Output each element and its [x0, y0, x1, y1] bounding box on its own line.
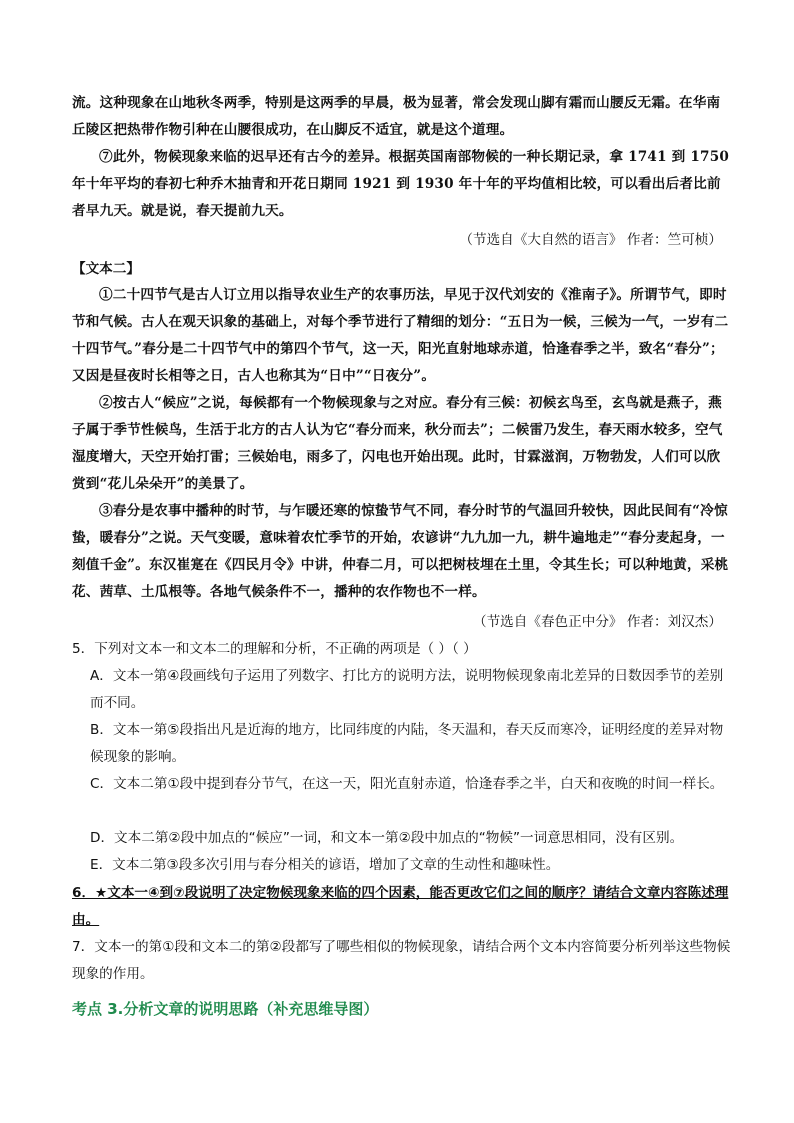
text2-paragraph-2: ②按古人“候应”之说，每候都有一个物候现象与之对应。春分有三候：初候玄鸟至，玄鸟就是燕子，燕子属于季节性候鸟，生活于北方的古人认为它“春分而来，秋分而去”；二候雷乃发生，春天雨水较多，空气湿度增大，天空开始打雷；三候始电，雨多了，闪电也开始出现。此时，甘霖滋润，万物勃发，人们可以欣赏到“花儿朵朵开”的美景了。: [72, 395, 723, 492]
text2-paragraph-1: ①二十四节气是古人订立用以指导农业生产的农事历法，早见于汉代刘安的《淮南子》。所谓节气，即时节和气候。古人在观天识象的基础上，对每个季节进行了精细的划分：“五日为一候，三候为一气，一岁有二十四节气。”春分是二十四节气中的第四个节气，这一天，阳光直射地球赤道，恰逢春季之半，致名“春分”；又因是昼夜时长相等之日，古人也称其为“日中”“日夜分”。: [72, 287, 729, 384]
text2-source: （节选自《春色正中分》 作者：刘汉杰）: [472, 614, 722, 630]
question-5-option-a: A．文本一第④段画线句子运用了列数字、打比方的说明方法，说明物候现象南北差异的日数因季节的差别而不同。: [90, 668, 724, 711]
text1-paragraph-7: ⑦此外，物候现象来临的迟早还有古今的差异。根据英国南部物候的一种长期记录，拿 1741 到 1750 年十年平均的春初七种乔木抽青和开花日期同 1921 到 1930 年十年的平均值相比较，可以看出后者比前者早九天。就是说，春天提前九天。: [72, 149, 730, 219]
text2-title: 【文本二】: [72, 261, 140, 277]
question-5-option-b: B．文本一第⑤段指出凡是近海的地方，比同纬度的内陆，冬天温和，春天反而寒冷，证明经度的差异对物候现象的影响。: [90, 722, 724, 765]
question-7: 7．文本一的第①段和文本二的第②段都写了哪些相似的物候现象，请结合两个文本内容简要分析列举这些物候现象的作用。: [72, 939, 731, 982]
text2-paragraph-3: ③春分是农事中播种的时节，与乍暖还寒的惊蛰节气不同，春分时节的气温回升较快，因此民间有“冷惊蛰，暖春分”之说。天气变暖，意味着农忙季节的开始，农谚讲“九九加一九，耕牛遍地走”“春分麦起身，一刻值千金”。东汉崔寔在《四民月令》中讲，仲春二月，可以把树枝埋在土里，令其生长；可以种地黄，采桃花、茜草、土瓜根等。各地气候条件不一，播种的农作物也不一样。: [72, 503, 729, 600]
question-5-option-c: C．文本二第①段中提到春分节气，在这一天，阳光直射赤道，恰逢春季之半，白天和夜晚的时间一样长。: [90, 776, 724, 792]
question-6: 6．★文本一④到⑦段说明了决定物候现象来临的四个因素，能否更改它们之间的顺序？请结合文章内容陈述理由。: [72, 885, 729, 928]
question-5-option-d: D．文本二第②段中加点的“候应”一词，和文本一第②段中加点的“物候”一词意思相同，没有区别。: [90, 830, 684, 846]
question-5: 5．下列对文本一和文本二的理解和分析，不正确的两项是（ ）（ ）: [72, 641, 477, 657]
text1-paragraph-continued: 流。这种现象在山地秋冬两季，特别是这两季的早晨，极为显著，常会发现山脚有霜而山腰反无霜。在华南丘陵区把热带作物引种在山腰很成功，在山脚反不适宜，就是这个道理。: [72, 95, 721, 138]
question-5-option-e: E．文本二第③段多次引用与春分相关的谚语，增加了文章的生动性和趣味性。: [90, 857, 560, 873]
kaodian-heading: 考点 3.分析文章的说明思路（补充思维导图）: [72, 1000, 379, 1018]
text1-source: （节选自《大自然的语言》 作者：竺可桢）: [459, 232, 722, 248]
